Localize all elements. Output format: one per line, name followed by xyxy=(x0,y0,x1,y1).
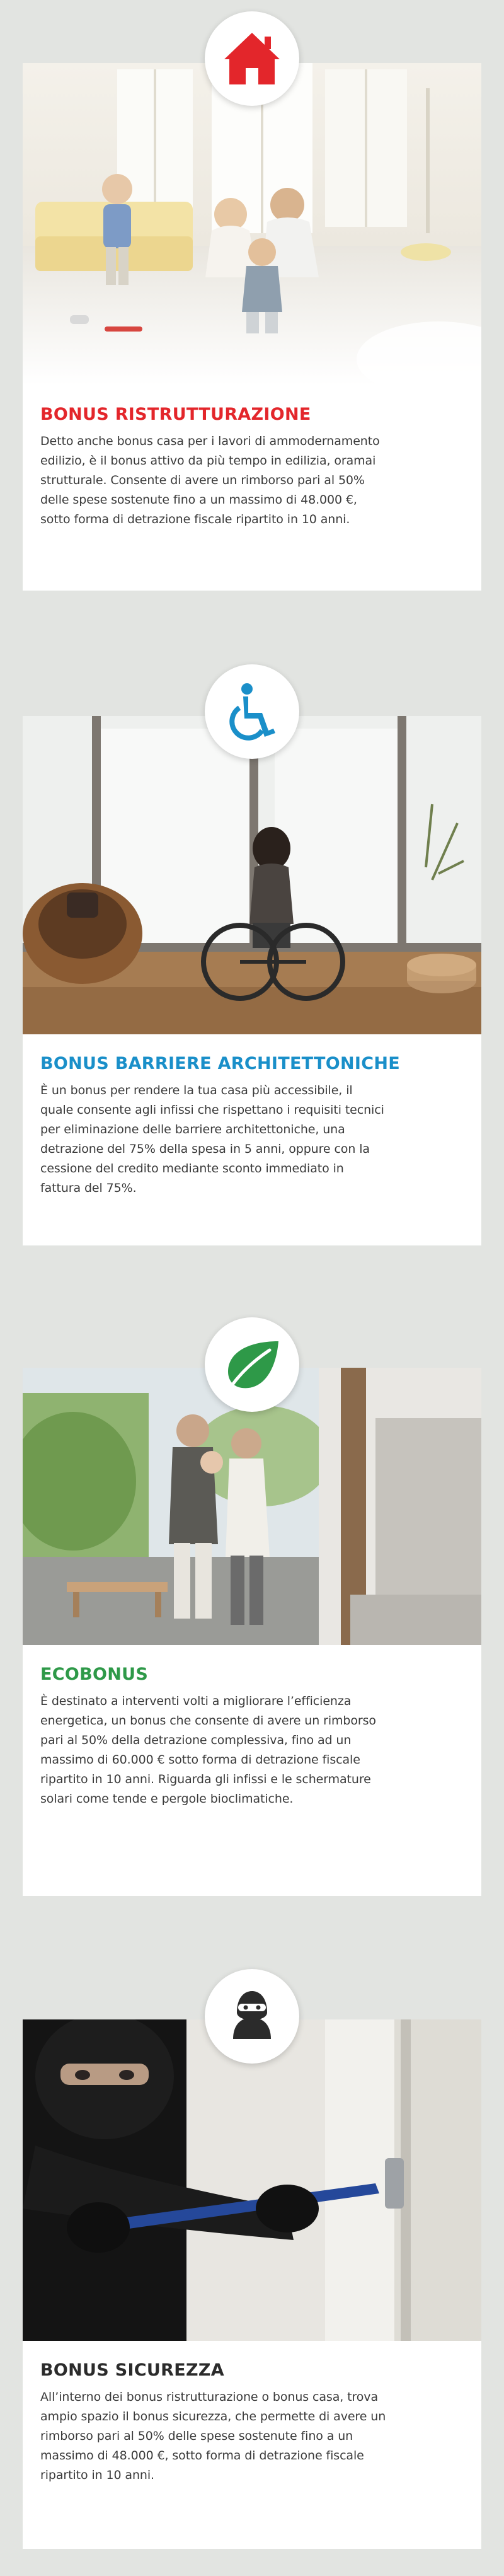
card-text-sicurezza xyxy=(23,2341,481,2485)
body-line: ripartito in 10 anni. Riguarda gli infissi e le schermature xyxy=(40,1772,371,1786)
body-line: cessione del credito mediante sconto immediato in xyxy=(40,1162,344,1175)
leaf-icon-badge xyxy=(205,1317,299,1412)
card-bonus-sicurezza xyxy=(23,2019,481,2549)
burglar-icon xyxy=(224,1989,280,2044)
card-body xyxy=(40,1692,464,1809)
card-body xyxy=(40,2388,464,2485)
body-line: pari al 50% della detrazione complessiva, fino ad un xyxy=(40,1733,352,1747)
body-line: quale consente agli infissi che rispettano i requisiti tecnici xyxy=(40,1103,384,1117)
body-line: ripartito in 10 anni. xyxy=(40,2468,154,2482)
card-body xyxy=(40,432,464,529)
body-line: per eliminazione delle barriere architettoniche, una xyxy=(40,1123,345,1136)
body-line: energetica, un bonus che consente di avere un rimborso xyxy=(40,1714,376,1728)
card-body xyxy=(40,1081,464,1198)
house-icon xyxy=(222,30,282,87)
card-title: BONUS RISTRUTTURAZIONE xyxy=(40,405,311,424)
body-line: fattura del 75%. xyxy=(40,1181,137,1195)
card-text-ristrutturazione xyxy=(23,385,481,529)
card-text-ecobonus xyxy=(23,1645,481,1809)
card-bonus-ristrutturazione xyxy=(23,63,481,591)
wheelchair-icon xyxy=(223,683,281,741)
family-in-living-room-photo xyxy=(23,63,481,385)
body-line: sotto forma di detrazione fiscale ripartito in 10 anni. xyxy=(40,512,350,526)
card-title: BONUS BARRIERE ARCHITETTONICHE xyxy=(40,1054,400,1073)
body-line: È un bonus per rendere la tua casa più accessibile, il xyxy=(40,1083,353,1097)
card-text-barriere xyxy=(23,1034,481,1198)
body-line: delle spese sostenute fino a un massimo di 48.000 €, xyxy=(40,493,357,507)
card-title: ECOBONUS xyxy=(40,1665,149,1684)
house-icon-badge xyxy=(205,11,299,106)
wheelchair-icon-badge xyxy=(205,664,299,759)
body-line: Detto anche bonus casa per i lavori di ammodernamento xyxy=(40,434,380,448)
burglar-icon-badge xyxy=(205,1969,299,2064)
body-line: massimo di 48.000 €, sotto forma di detrazione fiscale xyxy=(40,2449,364,2463)
body-line: È destinato a interventi volti a migliorare l’efficienza xyxy=(40,1694,352,1708)
body-line: All’interno dei bonus ristrutturazione o bonus casa, trova xyxy=(40,2390,378,2404)
card-ecobonus xyxy=(23,1368,481,1896)
body-line: massimo di 60.000 € sotto forma di detrazione fiscale xyxy=(40,1753,360,1767)
body-line: rimborso pari al 50% delle spese sostenute fino a un xyxy=(40,2429,353,2443)
body-line: solari come tende e pergole bioclimatiche. xyxy=(40,1792,294,1806)
card-bonus-barriere-architettoniche xyxy=(23,716,481,1245)
leaf-icon xyxy=(223,1339,281,1390)
card-title: BONUS SICUREZZA xyxy=(40,2360,224,2380)
body-line: ampio spazio il bonus sicurezza, che permette di avere un xyxy=(40,2410,386,2423)
woman-in-wheelchair-at-window-photo xyxy=(23,716,481,1034)
body-line: edilizio, è il bonus attivo da più tempo in edilizia, oramai xyxy=(40,454,376,468)
body-line: strutturale. Consente di avere un rimborso pari al 50% xyxy=(40,473,365,487)
body-line: detrazione del 75% della spesa in 5 anni, oppure con la xyxy=(40,1142,370,1156)
burglar-forcing-door-photo xyxy=(23,2019,481,2341)
